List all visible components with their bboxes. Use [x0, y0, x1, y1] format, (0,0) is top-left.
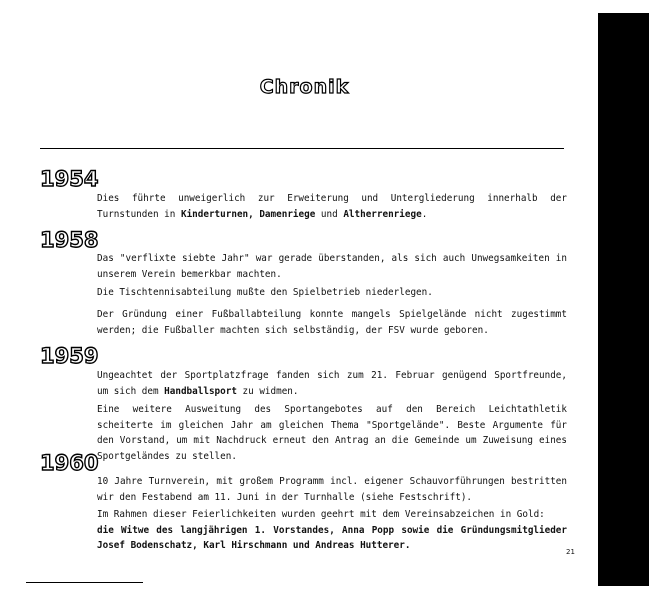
paragraph-1958-3: Der Gründung einer Fußballabteilung konnte mangels Spielgelände nicht zugestimmt werden; die Fußballer machten sich selbständig, der FSV wurde geboren.	[97, 309, 567, 336]
page-title: Chronik	[259, 76, 350, 98]
year-heading-1960: 1960	[40, 451, 99, 475]
page-edge-bar	[598, 13, 649, 586]
year-heading-1954: 1954	[40, 167, 99, 191]
title-divider	[40, 148, 564, 149]
paragraph-1960-2: Im Rahmen dieser Feierlichkeiten wurden geehrt mit dem Vereinsabzeichen in Gold: die Witwe des langjährigen 1. Vorstandes, Anna Popp sowie die Gründungsmitglieder Josef Bodenschatz, Karl Hirschmann und Andreas Hutterer.	[97, 509, 567, 551]
page-number: 21	[566, 548, 575, 556]
paragraph-1958-2: Die Tischtennisabteilung mußte den Spielbetrieb niederlegen.	[97, 287, 433, 298]
paragraph-1959-1: Ungeachtet der Sportplatzfrage fanden sich zum 21. Februar genügend Sportfreunde, um sich dem Handballsport zu widmen.	[97, 370, 567, 397]
paragraph-1954-1: Dies führte unweigerlich zur Erweiterung und Untergliederung innerhalb der Turnstunden in Kinderturnen, Damenriege und Altherrenriege.	[97, 193, 567, 220]
paragraph-1959-2: Eine weitere Ausweitung des Sportangebotes auf den Bereich Leichtathletik scheiterte im gleichen Jahr am gleichen Thema "Sportgelände". Beste Argumente für den Vorstand, um mit Nachdruck erneut den Antrag an die Gemeinde um Zuweisung eines Sportgeländes zu stellen.	[97, 404, 567, 462]
paragraph-1958-1: Das "verflixte siebte Jahr" war gerade überstanden, als sich auch Unwegsamkeiten in unserem Verein bemerkbar machten.	[97, 253, 567, 280]
footnote-divider	[26, 582, 143, 583]
paragraph-1960-1: 10 Jahre Turnverein, mit großem Programm incl. eigener Schauvorführungen bestritten wir den Festabend am 11. Juni in der Turnhalle (siehe Festschrift).	[97, 476, 567, 503]
year-heading-1959: 1959	[40, 344, 99, 368]
year-heading-1958: 1958	[40, 228, 99, 252]
